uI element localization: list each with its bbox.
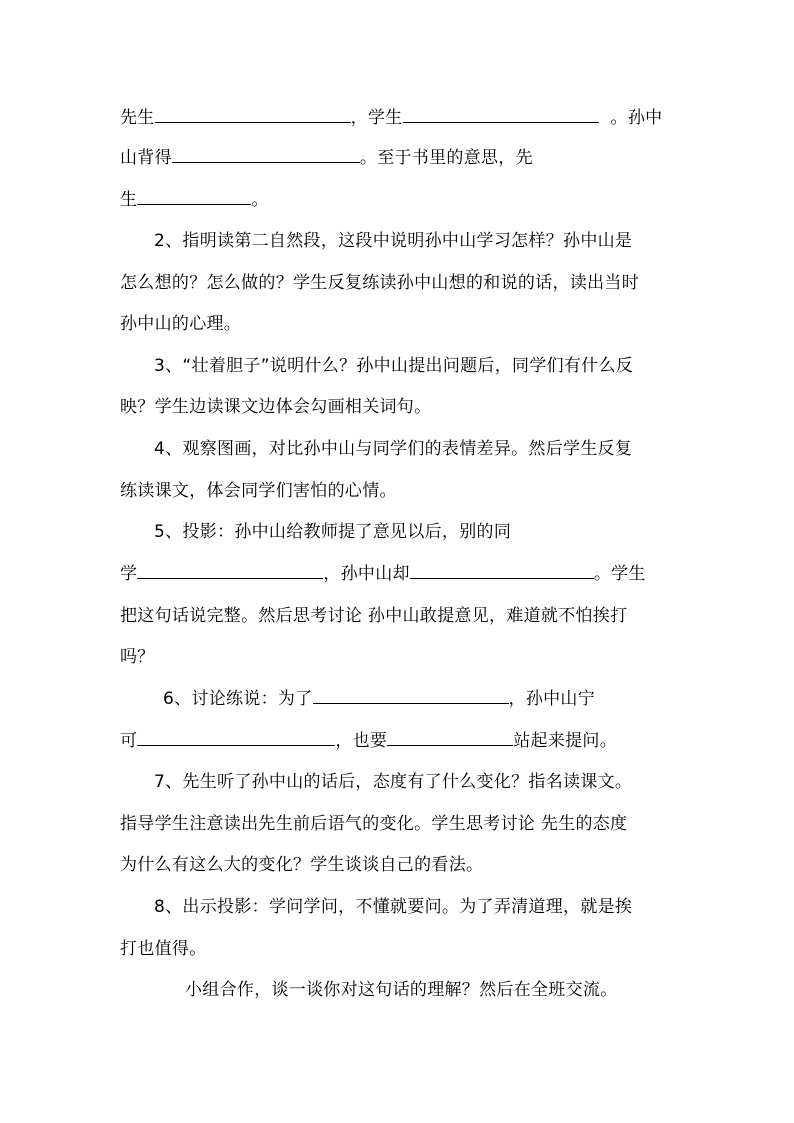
paragraph-line: 2、指明读第二自然段，这段中说明孙中山学习怎样？孙中山是 — [154, 231, 633, 251]
paragraph-line: 3、“壮着胆子”说明什么？孙中山提出问题后，同学们有什么反 — [154, 356, 634, 376]
fill-blank — [313, 688, 509, 704]
text-segment: 生 — [120, 190, 138, 210]
paragraph-line: 打也值得。 — [120, 939, 207, 959]
paragraph-line: 怎么想的？怎么做的？学生反复练读孙中山想的和说的话，读出当时 — [120, 273, 639, 293]
text-segment: 6、讨论练说：为了 — [163, 689, 313, 709]
fill-blank — [137, 730, 335, 746]
fill-blank — [403, 107, 599, 123]
text-segment: 站起来提问。 — [513, 731, 618, 751]
paragraph-line: 孙中山的心理。 — [120, 314, 242, 334]
text-segment: 可 — [120, 731, 138, 751]
text-segment: 先生 — [120, 108, 155, 128]
fill-blank — [172, 147, 360, 163]
paragraph-line: 8、出示投影：学问学问，不懂就要问。为了弄清道理，就是挨 — [154, 897, 633, 917]
text-segment: ，孙中山宁 — [508, 689, 596, 709]
text-segment: 。 — [251, 190, 269, 210]
text-line — [163, 688, 680, 710]
text-segment: ，孙中山却 — [323, 564, 410, 584]
text-segment: ，也要 — [335, 731, 388, 751]
text-segment: 山背得 — [120, 148, 172, 168]
text-line — [120, 189, 680, 211]
text-segment: 。至于书里的意思，先 — [359, 148, 533, 168]
paragraph-line: 为什么有这么大的变化？学生谈谈自己的看法。 — [120, 855, 484, 875]
text-segment: 。学生 — [593, 564, 646, 584]
paragraph-line: 指导学生注意读出先生前后语气的变化。学生思考讨论 先生的态度 — [120, 814, 628, 834]
paragraph-line: 映？学生边读课文边体会勾画相关词句。 — [120, 397, 432, 417]
paragraph-line: 4、观察图画，对比孙中山与同学们的表情差异。然后学生反复 — [154, 439, 633, 459]
fill-blank — [137, 189, 251, 205]
text-line — [120, 107, 680, 129]
text-segment: ，学生 — [350, 108, 403, 128]
text-line — [120, 730, 680, 752]
fill-blank — [387, 730, 513, 746]
text-segment: 学 — [120, 564, 138, 584]
paragraph-line: 练读课文，体会同学们害怕的心情。 — [120, 481, 397, 501]
fill-blank — [155, 107, 351, 123]
fill-blank — [410, 563, 594, 579]
text-line — [120, 147, 680, 169]
fill-blank — [137, 563, 323, 579]
paragraph-line: 把这句话说完整。然后思考讨论 孙中山敢提意见，难道就不怕挨打 — [120, 606, 628, 626]
paragraph-line: 吗？ — [120, 647, 155, 667]
text-line — [120, 563, 680, 585]
paragraph-line: 5、投影：孙中山给教师提了意见以后，别的同 — [154, 522, 512, 542]
text-segment: 。孙中 — [610, 108, 663, 128]
paragraph-line: 小组合作，谈一谈你对这句话的理解？然后在全班交流。 — [185, 980, 618, 1000]
paragraph-line: 7、先生听了孙中山的话后，态度有了什么变化？指名读课文。 — [154, 772, 633, 792]
